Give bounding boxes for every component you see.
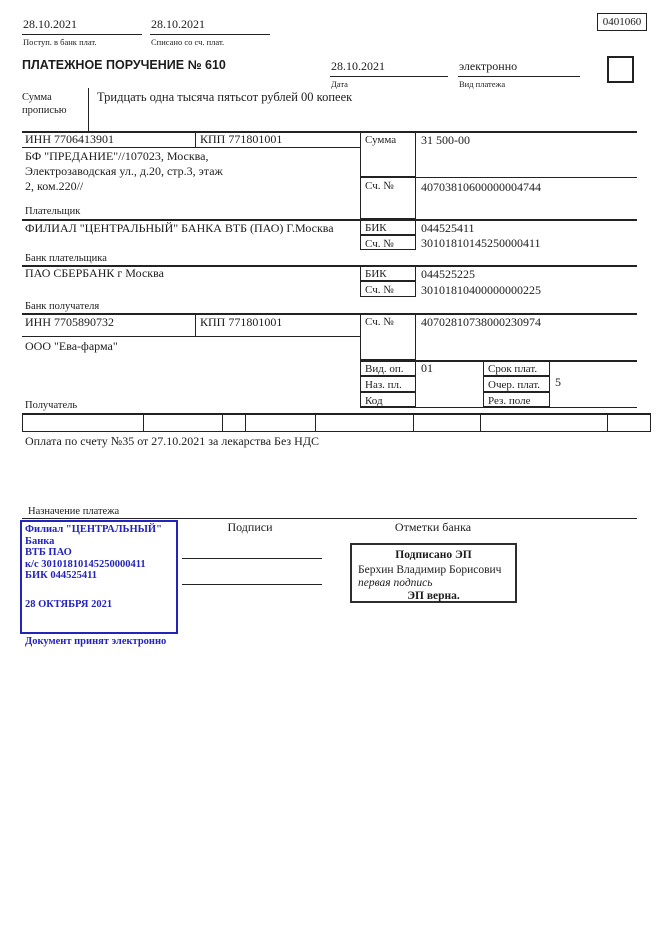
code-label-cell: Код [360, 392, 416, 407]
table-line [360, 407, 637, 408]
payer-inn: ИНН 7706413901 [25, 132, 114, 146]
table-line [607, 413, 608, 431]
stamp-line: Филиал "ЦЕНТРАЛЬНЫЙ" Банка [25, 524, 162, 547]
received-date-label: Поступ. в банк плат. [23, 37, 97, 47]
document-date-value: 28.10.2021 [330, 59, 448, 77]
payer-name-line: Электрозаводская ул., д.20, стр.3, этаж [25, 164, 223, 178]
payee-bank-account-label-cell: Сч. № [360, 281, 416, 297]
payee-bank-account-value: 30101810400000000225 [421, 283, 541, 297]
payer-bank-section-label: Банк плательщика [25, 253, 107, 264]
debited-date-label: Списано со сч. плат. [151, 37, 225, 47]
esignature-title: Подписано ЭП [395, 549, 472, 561]
document-date-field [330, 59, 448, 89]
table-line [22, 131, 637, 133]
payment-kind-label: Вид платежа [459, 79, 506, 89]
amount-words-value: Тридцать одна тысяча пятьсот рублей 00 копеек [97, 90, 353, 104]
payment-kind-field [458, 59, 580, 89]
due-date-label-cell: Срок плат. [483, 360, 550, 376]
table-line [143, 413, 144, 431]
payer-bank-name: ФИЛИАЛ "ЦЕНТРАЛЬНЫЙ" БАНКА ВТБ (ПАО) Г.Москва [25, 221, 334, 235]
table-line [22, 336, 360, 337]
signatures-label: Подписи [227, 520, 273, 534]
payee-kpp: КПП 771801001 [200, 315, 283, 329]
payer-account-value: 40703810600000004744 [421, 180, 541, 194]
payee-bank-bik-value: 044525225 [421, 267, 475, 281]
order-label-cell: Очер. плат. [483, 376, 550, 392]
table-line [22, 413, 651, 415]
table-line [222, 413, 223, 431]
payee-name: ООО "Ева-фарма" [25, 339, 118, 353]
payer-kpp: КПП 771801001 [200, 132, 283, 146]
signature-line [182, 558, 322, 559]
table-line [650, 413, 651, 431]
esignature-verified: ЭП верна. [407, 590, 460, 602]
table-line [195, 313, 196, 336]
order-value: 5 [555, 375, 561, 389]
table-line [315, 413, 316, 431]
table-line [195, 131, 196, 147]
stamp-line: к/с 30101810145250000411 [25, 558, 146, 570]
stamp-line: ВТБ ПАО [25, 547, 72, 558]
reserve-label-cell: Рез. поле [483, 392, 550, 407]
status-code-box [607, 56, 634, 83]
payment-purpose-text: Оплата по счету №35 от 27.10.2021 за лекарства Без НДС [25, 434, 320, 448]
esignature-subtitle: первая подпись [358, 577, 433, 589]
debited-date-field [150, 17, 270, 47]
esignature-box [350, 543, 517, 603]
form-code-box: 0401060 [597, 13, 647, 31]
bank-stamp [20, 520, 178, 647]
payee-account-label-cell: Сч. № [360, 313, 416, 360]
op-kind-value: 01 [421, 361, 433, 375]
table-line [22, 147, 360, 148]
document-date-label: Дата [331, 79, 348, 89]
document-title: ПЛАТЕЖНОЕ ПОРУЧЕНИЕ № 610 [22, 58, 226, 72]
payer-bank-account-value: 30101810145250000411 [421, 236, 541, 250]
table-line [413, 413, 414, 431]
stamp-line: БИК 044525411 [25, 570, 98, 581]
payer-name-line: БФ "ПРЕДАНИЕ"//107023, Москва, [25, 149, 209, 163]
table-line [22, 313, 637, 315]
signature-line [182, 584, 322, 585]
payee-bank-name: ПАО СБЕРБАНК г Москва [25, 266, 164, 280]
payee-bank-section-label: Банк получателя [25, 301, 100, 312]
payment-purpose-label: Назначение платежа [28, 506, 120, 517]
payer-bank-bik-label-cell: БИК [360, 219, 416, 235]
payer-bank-account-label-cell: Сч. № [360, 235, 416, 250]
amount-value: 31 500-00 [421, 133, 470, 147]
bank-marks-label: Отметки банка [394, 520, 472, 534]
payee-inn: ИНН 7705890732 [25, 315, 114, 329]
payer-bank-bik-value: 044525411 [421, 221, 475, 235]
amount-words-divider [88, 88, 89, 131]
payer-section-label: Плательщик [25, 206, 81, 217]
stamp-date: 28 ОКТЯБРЯ 2021 [25, 598, 113, 610]
op-kind-label-cell: Вид. оп. [360, 360, 416, 376]
received-date-field [22, 17, 142, 47]
payer-name-line: 2, ком.220// [25, 179, 84, 193]
amount-words-label: Сумма прописью [22, 92, 67, 116]
payee-section-label: Получатель [25, 400, 78, 411]
table-line [22, 413, 23, 431]
esignature-signer-name: Берхин Владимир Борисович [358, 564, 502, 576]
table-line [22, 431, 651, 432]
purpose-code-label-cell: Наз. пл. [360, 376, 416, 392]
amount-label-cell: Сумма [360, 131, 416, 177]
payee-account-value: 40702810738000230974 [421, 315, 541, 329]
payer-account-label-cell: Сч. № [360, 177, 416, 219]
table-line [480, 413, 481, 431]
table-line [245, 413, 246, 431]
debited-date-value: 28.10.2021 [150, 17, 270, 35]
payment-kind-value: электронно [458, 59, 580, 77]
payee-bank-bik-label-cell: БИК [360, 265, 416, 281]
received-date-value: 28.10.2021 [22, 17, 142, 35]
table-line [22, 518, 637, 519]
stamp-accepted-note: Документ принят электронно [25, 636, 167, 647]
